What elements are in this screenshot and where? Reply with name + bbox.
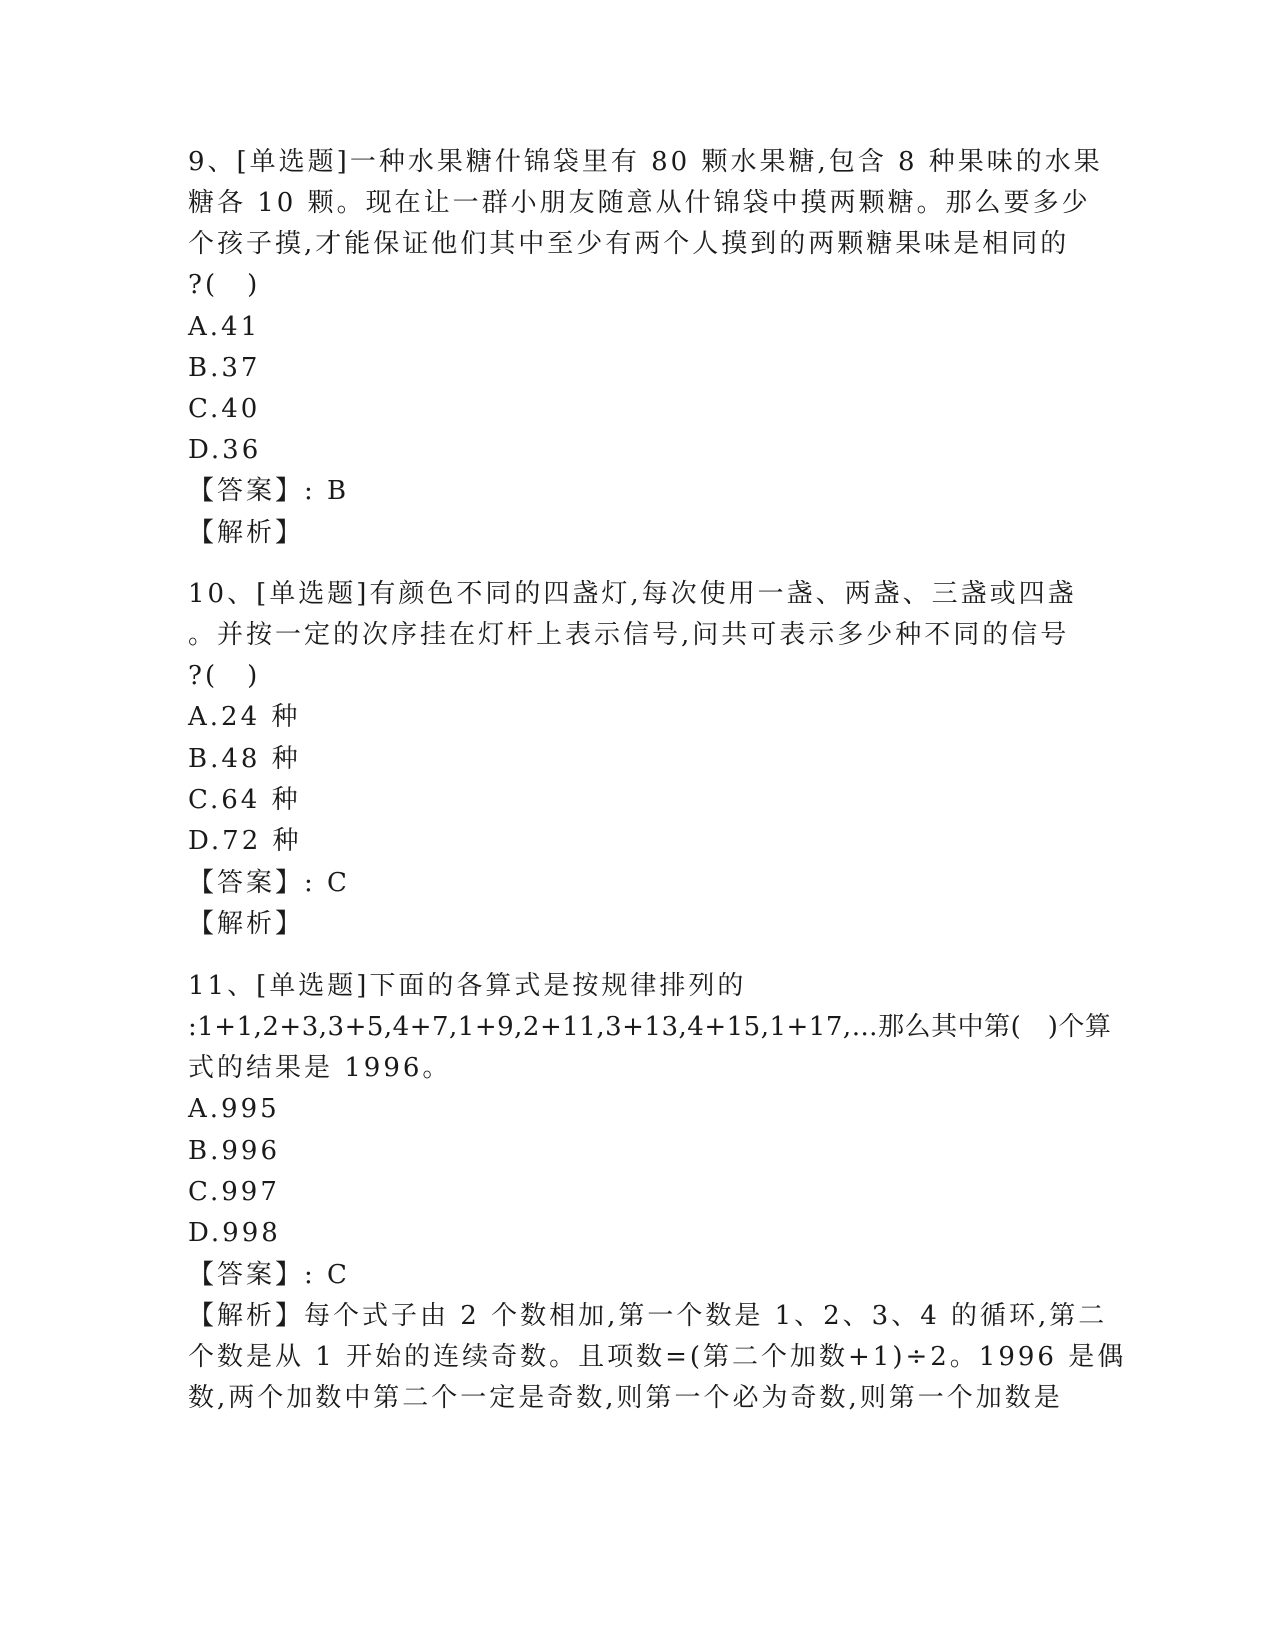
q9-answer: 【答案】: B	[188, 476, 350, 506]
q11-option-a: A.995	[188, 1094, 280, 1124]
q9-option-c: C.40	[188, 394, 261, 424]
q11-stem-line-2: :1+1,2+3,3+5,4+7,1+9,2+11,3+13,4+15,1+17,…那么其中第( )个算	[188, 1012, 1112, 1042]
q10-option-b: B.48 种	[188, 744, 301, 774]
q11-stem-line-1: 11、[单选题]下面的各算式是按规律排列的	[188, 971, 747, 1001]
q11-analysis-line-3: 数,两个加数中第二个一定是奇数,则第一个必为奇数,则第一个加数是	[188, 1383, 1063, 1413]
q9-stem-line-2: 糖各 10 颗。现在让一群小朋友随意从什锦袋中摸两颗糖。那么要多少	[188, 188, 1091, 218]
q9-option-a: A.41	[188, 312, 261, 342]
q10-option-a: A.24 种	[188, 702, 301, 732]
q11-option-b: B.996	[188, 1136, 280, 1166]
q10-option-c: C.64 种	[188, 785, 301, 815]
q10-answer: 【答案】: C	[188, 868, 350, 898]
q9-option-d: D.36	[188, 435, 262, 465]
q11-analysis-line-2: 个数是从 1 开始的连续奇数。且项数=(第二个加数+1)÷2。1996 是偶	[188, 1342, 1127, 1372]
q9-option-b: B.37	[188, 353, 261, 383]
q10-stem-line-3: ?( )	[188, 661, 261, 691]
q10-option-d: D.72 种	[188, 826, 302, 856]
q9-analysis: 【解析】	[188, 518, 305, 548]
q10-stem-line-1: 10、[单选题]有颜色不同的四盏灯,每次使用一盏、两盏、三盏或四盏	[188, 579, 1077, 609]
q10-analysis: 【解析】	[188, 909, 305, 939]
q11-answer: 【答案】: C	[188, 1260, 350, 1290]
q11-analysis-line-1: 【解析】每个式子由 2 个数相加,第一个数是 1、2、3、4 的循环,第二	[188, 1301, 1108, 1331]
q9-stem-line-3: 个孩子摸,才能保证他们其中至少有两个人摸到的两颗糖果味是相同的	[188, 229, 1070, 259]
q9-stem-line-1: 9、[单选题]一种水果糖什锦袋里有 80 颗水果糖,包含 8 种果味的水果	[188, 147, 1103, 177]
q11-option-c: C.997	[188, 1177, 280, 1207]
q9-stem-line-4: ?( )	[188, 270, 261, 300]
q11-option-d: D.998	[188, 1218, 281, 1248]
q10-stem-line-2: 。并按一定的次序挂在灯杆上表示信号,问共可表示多少种不同的信号	[188, 620, 1070, 650]
q11-stem-line-3: 式的结果是 1996。	[188, 1053, 452, 1083]
